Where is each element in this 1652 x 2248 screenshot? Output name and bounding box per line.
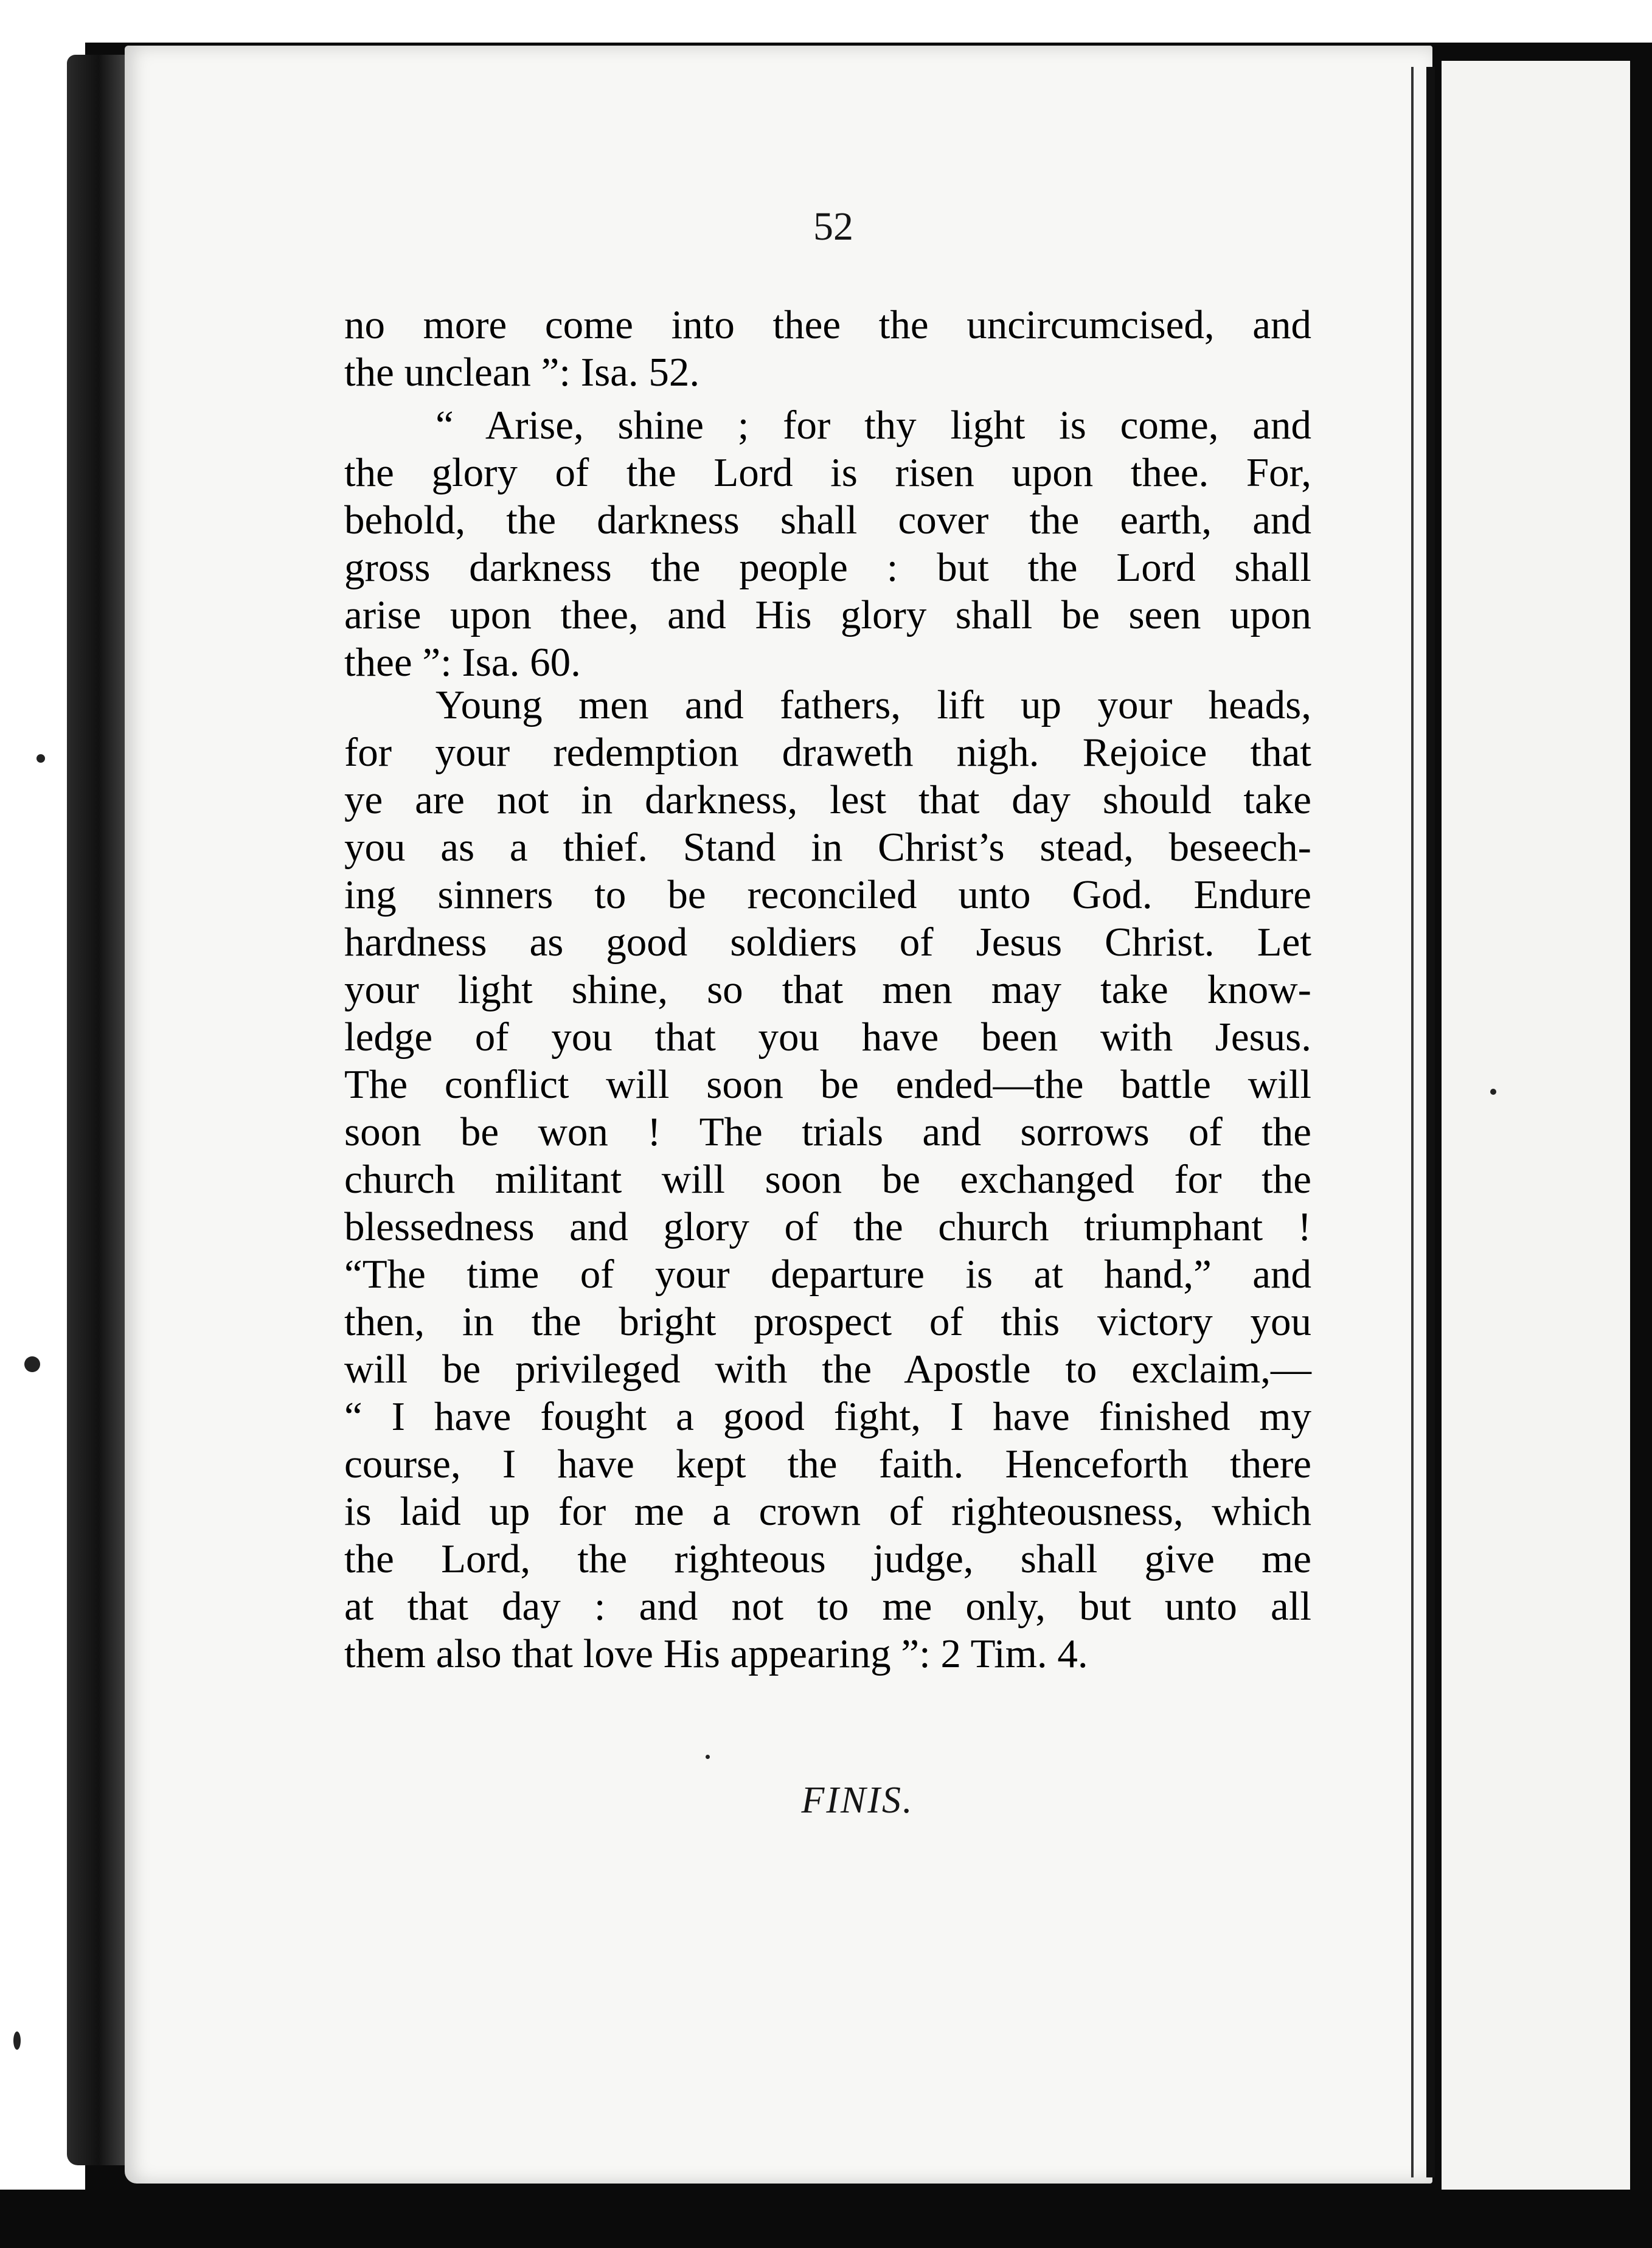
text-line: ing sinners to be reconciled unto God. Endure xyxy=(344,872,1311,917)
text-line: “ I have fought a good fight, I have finished my xyxy=(344,1394,1311,1439)
closing-word: FINIS. xyxy=(801,1780,914,1821)
text-line: behold, the darkness shall cover the earth, and xyxy=(344,498,1311,543)
text-line: hardness as good soldiers of Jesus Christ. Let xyxy=(344,920,1311,965)
text-line: then, in the bright prospect of this victory you xyxy=(344,1299,1311,1344)
dust-speck xyxy=(1490,1089,1496,1095)
text-line: blessedness and glory of the church triumphant ! xyxy=(344,1204,1311,1249)
text-line: the unclean ”: Isa. 52. xyxy=(344,350,700,395)
paragraph xyxy=(344,301,1311,396)
text-line: gross darkness the people : but the Lord shall xyxy=(344,545,1311,590)
text-line: them also that love His appearing ”: 2 Tim. 4. xyxy=(344,1631,1088,1676)
text-line: you as a thief. Stand in Christ’s stead, beseech- xyxy=(344,825,1311,870)
text-line: is laid up for me a crown of righteousness, which xyxy=(344,1489,1311,1534)
text-line: the Lord, the righteous judge, shall give me xyxy=(344,1536,1311,1581)
facing-page-edge xyxy=(1442,61,1630,2190)
page-edge-line xyxy=(1411,67,1414,2177)
paragraph xyxy=(344,681,1311,1677)
text-line: for your redemption draweth nigh. Rejoice that xyxy=(344,730,1311,775)
scan-bottom-border xyxy=(0,2190,1652,2248)
dust-speck xyxy=(706,1755,710,1759)
text-line: no more come into thee the uncircumcised, and xyxy=(344,302,1311,347)
scan-top-margin xyxy=(0,0,1652,44)
text-line: Young men and fathers, lift up your heads, xyxy=(436,682,1311,727)
text-line: The conflict will soon be ended—the battle will xyxy=(344,1062,1311,1107)
text-line: will be privileged with the Apostle to exclaim,— xyxy=(344,1347,1311,1392)
text-line: soon be won ! The trials and sorrows of the xyxy=(344,1109,1311,1154)
text-line: church militant will soon be exchanged for the xyxy=(344,1157,1311,1202)
text-line: your light shine, so that men may take know- xyxy=(344,967,1311,1012)
text-line: ledge of you that you have been with Jesus. xyxy=(344,1015,1311,1060)
dust-speck xyxy=(36,754,45,763)
text-line: arise upon thee, and His glory shall be seen upon xyxy=(344,592,1311,637)
text-line: thee ”: Isa. 60. xyxy=(344,640,581,685)
text-line: “ Arise, shine ; for thy light is come, and xyxy=(436,403,1311,448)
dust-speck xyxy=(24,1356,40,1372)
paragraph xyxy=(344,401,1311,686)
page-gutter xyxy=(1426,67,1435,2177)
dust-speck xyxy=(13,2031,21,2050)
page-number: 52 xyxy=(813,204,853,249)
scan-right-border xyxy=(1630,43,1652,2208)
text-line: “The time of your departure is at hand,” and xyxy=(344,1252,1311,1297)
text-line: at that day : and not to me only, but unto all xyxy=(344,1584,1311,1629)
text-line: the glory of the Lord is risen upon thee. For, xyxy=(344,450,1311,495)
text-line: course, I have kept the faith. Henceforth there xyxy=(344,1441,1311,1487)
text-line: ye are not in darkness, lest that day should take xyxy=(344,777,1311,822)
